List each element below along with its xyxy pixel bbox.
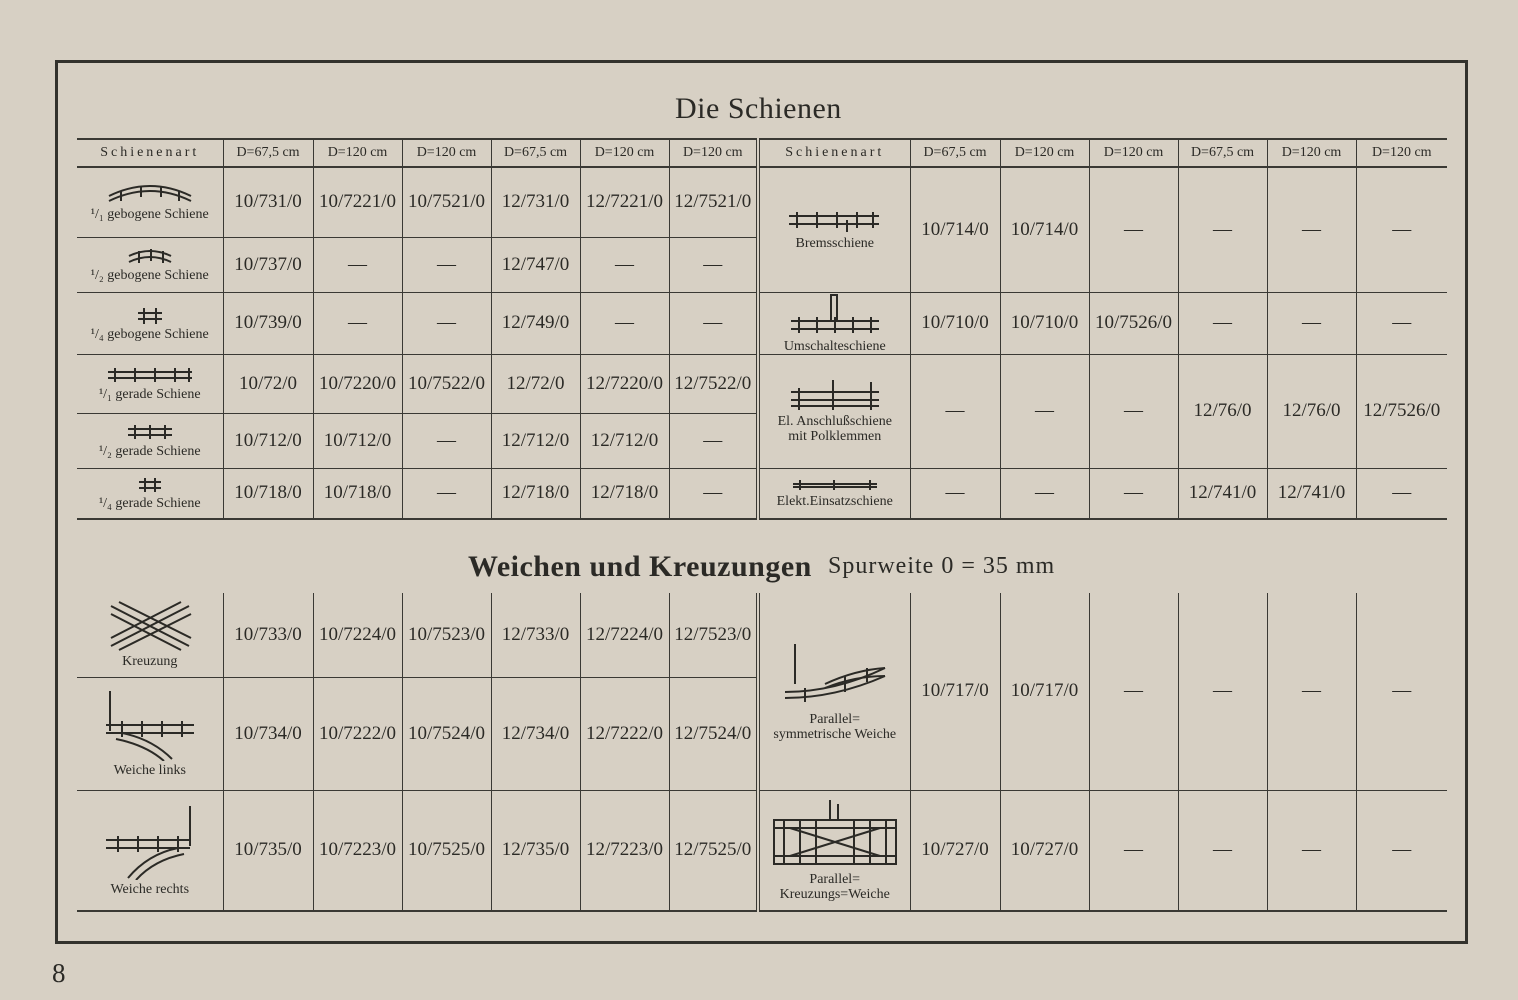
rail-type-cell	[758, 790, 910, 911]
table-cell: 10/7525/0	[402, 790, 491, 911]
header-col: D=120 cm	[1089, 139, 1178, 167]
table-cell: 12/712/0	[580, 413, 669, 468]
table-cell: 12/7220/0	[580, 354, 669, 413]
table-cell: 12/7222/0	[580, 677, 669, 790]
table-row	[77, 790, 1447, 911]
table-cell: —	[1356, 292, 1447, 354]
table-cell: 12/735/0	[491, 790, 580, 911]
table-row	[77, 593, 1447, 677]
table-cell: 10/718/0	[223, 468, 313, 519]
table-cell: 12/718/0	[491, 468, 580, 519]
straight-rail-half-icon	[125, 422, 175, 442]
table-cell: —	[402, 413, 491, 468]
table-cell: 12/7523/0	[669, 593, 758, 677]
header-col: D=120 cm	[1356, 139, 1447, 167]
table-cell: 10/714/0	[910, 167, 1000, 292]
header-col: D=120 cm	[580, 139, 669, 167]
curved-rail-quarter-icon	[135, 305, 165, 325]
table-cell: —	[1178, 167, 1267, 292]
header-col: D=67,5 cm	[223, 139, 313, 167]
rail-type-cell	[77, 237, 223, 292]
rail-label: Elekt.Einsatzschiene	[776, 493, 893, 509]
weichen-subtitle: Spurweite 0 = 35 mm	[828, 553, 1056, 579]
switching-rail-icon	[787, 293, 883, 337]
table-cell: —	[1089, 593, 1178, 790]
table-cell: —	[1267, 593, 1356, 790]
rail-type-cell	[77, 292, 223, 354]
rail-label: ¹/₂ gerade Schiene	[98, 444, 201, 459]
table-cell: —	[910, 354, 1000, 468]
rail-label: Weiche links	[113, 763, 186, 778]
rail-label: Weiche rechts	[110, 881, 190, 897]
table-cell: 10/733/0	[223, 593, 313, 677]
straight-rail-quarter-icon	[136, 476, 164, 494]
table-cell: —	[1356, 468, 1447, 519]
table-cell: 12/718/0	[580, 468, 669, 519]
table-cell: —	[1178, 593, 1267, 790]
rail-label: Parallel=	[809, 872, 861, 888]
table-cell: —	[669, 468, 758, 519]
table-cell: 12/76/0	[1178, 354, 1267, 468]
table-cell: —	[1089, 354, 1178, 468]
terminal-rail-icon	[787, 378, 883, 412]
table-row	[77, 354, 1447, 413]
table-cell: —	[669, 413, 758, 468]
table-cell: 12/7224/0	[580, 593, 669, 677]
rail-type-cell	[77, 468, 223, 519]
table-cell: 12/749/0	[491, 292, 580, 354]
table-cell: 10/731/0	[223, 167, 313, 237]
schienen-title: Die Schienen	[675, 92, 842, 125]
table-row	[77, 167, 1447, 237]
rail-label-2: Kreuzungs=Weiche	[779, 887, 890, 903]
table-cell: 12/733/0	[491, 593, 580, 677]
rail-label: ¹/₄ gebogene Schiene	[90, 326, 209, 342]
table-cell: 10/7223/0	[313, 790, 402, 911]
table-cell: 12/741/0	[1267, 468, 1356, 519]
table-cell: —	[1356, 593, 1447, 790]
table-cell: 10/712/0	[313, 413, 402, 468]
rail-label: ¹/₁ gerade Schiene	[98, 387, 201, 402]
table-cell: 10/712/0	[223, 413, 313, 468]
rail-type-cell	[758, 292, 910, 354]
table-cell: —	[313, 237, 402, 292]
header-col: D=67,5 cm	[910, 139, 1000, 167]
table-cell: 10/7220/0	[313, 354, 402, 413]
table-cell: 10/7221/0	[313, 167, 402, 237]
table-cell: 10/717/0	[1000, 593, 1089, 790]
weichen-table	[77, 593, 1447, 912]
table-cell: 10/735/0	[223, 790, 313, 911]
right-switch-icon	[102, 804, 198, 880]
rail-type-cell	[77, 354, 223, 413]
rail-label: ¹/₂ gebogene Schiene	[90, 268, 209, 283]
rail-type-cell	[77, 790, 223, 911]
rail-label: Bremsschiene	[795, 236, 875, 252]
schienen-table	[77, 138, 1447, 520]
table-cell: —	[1267, 790, 1356, 911]
table-cell: —	[1178, 292, 1267, 354]
table-cell: 10/7222/0	[313, 677, 402, 790]
rail-type-cell	[77, 167, 223, 237]
straight-rail-full-icon	[105, 365, 195, 385]
page-number: 8	[52, 958, 66, 988]
table-cell: —	[580, 237, 669, 292]
rail-type-cell	[77, 413, 223, 468]
table-cell: 12/72/0	[491, 354, 580, 413]
rail-label: ¹/₁ gebogene Schiene	[90, 206, 209, 222]
table-cell: —	[1089, 468, 1178, 519]
table-row	[77, 468, 1447, 519]
table-cell: —	[1356, 167, 1447, 292]
parallel-switch-icon	[775, 640, 895, 710]
table-cell: —	[1000, 354, 1089, 468]
table-cell: 10/717/0	[910, 593, 1000, 790]
rail-label: El. Anschlußschiene	[777, 414, 892, 429]
table-cell: —	[1267, 292, 1356, 354]
header-col: D=120 cm	[1000, 139, 1089, 167]
table-cell: 10/7523/0	[402, 593, 491, 677]
header-schienenart: Schienenart	[77, 139, 223, 167]
header-col: D=120 cm	[669, 139, 758, 167]
header-col: D=120 cm	[402, 139, 491, 167]
rail-type-cell	[758, 354, 910, 468]
table-cell: —	[910, 468, 1000, 519]
table-cell: 10/734/0	[223, 677, 313, 790]
table-cell: 10/710/0	[1000, 292, 1089, 354]
table-cell: —	[1089, 790, 1178, 911]
table-cell: —	[669, 237, 758, 292]
header-col: D=67,5 cm	[1178, 139, 1267, 167]
rail-label: ¹/₄ gerade Schiene	[98, 495, 201, 511]
schienen-header-row	[77, 139, 1447, 167]
curved-rail-full-icon	[105, 183, 195, 205]
table-cell: —	[1267, 167, 1356, 292]
table-cell: 12/7524/0	[669, 677, 758, 790]
table-cell: 10/737/0	[223, 237, 313, 292]
table-cell: 10/7526/0	[1089, 292, 1178, 354]
rail-type-cell	[758, 468, 910, 519]
table-cell: —	[402, 292, 491, 354]
table-cell: 12/7221/0	[580, 167, 669, 237]
rail-type-cell	[758, 167, 910, 292]
crossing-icon	[105, 600, 195, 652]
table-cell: —	[580, 292, 669, 354]
table-cell: 10/7522/0	[402, 354, 491, 413]
table-cell: 12/712/0	[491, 413, 580, 468]
table-cell: 12/7522/0	[669, 354, 758, 413]
curved-rail-half-icon	[125, 246, 175, 266]
table-cell: —	[1178, 790, 1267, 911]
table-cell: —	[402, 468, 491, 519]
table-cell: 10/7224/0	[313, 593, 402, 677]
table-cell: 10/7521/0	[402, 167, 491, 237]
insert-rail-icon	[790, 478, 880, 492]
table-cell: 12/734/0	[491, 677, 580, 790]
table-cell: 10/7524/0	[402, 677, 491, 790]
table-cell: 10/72/0	[223, 354, 313, 413]
rail-label-2: symmetrische Weiche	[773, 727, 897, 743]
weichen-title: Weichen und Kreuzungen	[468, 550, 812, 583]
rail-label-2: mit Polklemmen	[788, 429, 882, 444]
table-cell: 12/76/0	[1267, 354, 1356, 468]
header-col: D=67,5 cm	[491, 139, 580, 167]
header-col: D=120 cm	[1267, 139, 1356, 167]
table-cell: 10/710/0	[910, 292, 1000, 354]
header-col: D=120 cm	[313, 139, 402, 167]
table-cell: 10/718/0	[313, 468, 402, 519]
rail-label: Umschalteschiene	[783, 338, 886, 354]
left-switch-icon	[102, 689, 198, 761]
table-cell: 10/739/0	[223, 292, 313, 354]
table-cell: —	[1356, 790, 1447, 911]
table-cell: —	[1089, 167, 1178, 292]
rail-type-cell	[77, 677, 223, 790]
table-cell: 12/7526/0	[1356, 354, 1447, 468]
rail-type-cell	[758, 593, 910, 790]
table-cell: —	[669, 292, 758, 354]
table-cell: —	[402, 237, 491, 292]
rail-label: Kreuzung	[122, 654, 178, 670]
table-cell: 10/714/0	[1000, 167, 1089, 292]
crossing-switch-icon	[770, 798, 900, 870]
table-cell: 12/7525/0	[669, 790, 758, 911]
rail-label: Parallel=	[809, 712, 861, 728]
rail-type-cell	[77, 593, 223, 677]
table-cell: 12/7223/0	[580, 790, 669, 911]
table-cell: 10/727/0	[910, 790, 1000, 911]
brake-rail-icon	[785, 208, 885, 234]
table-cell: —	[1000, 468, 1089, 519]
table-cell: 12/741/0	[1178, 468, 1267, 519]
header-schienenart-right: Schienenart	[758, 139, 910, 167]
table-row	[77, 292, 1447, 354]
table-cell: 12/731/0	[491, 167, 580, 237]
table-cell: 10/727/0	[1000, 790, 1089, 911]
table-cell: 12/7521/0	[669, 167, 758, 237]
table-cell: —	[313, 292, 402, 354]
table-cell: 12/747/0	[491, 237, 580, 292]
